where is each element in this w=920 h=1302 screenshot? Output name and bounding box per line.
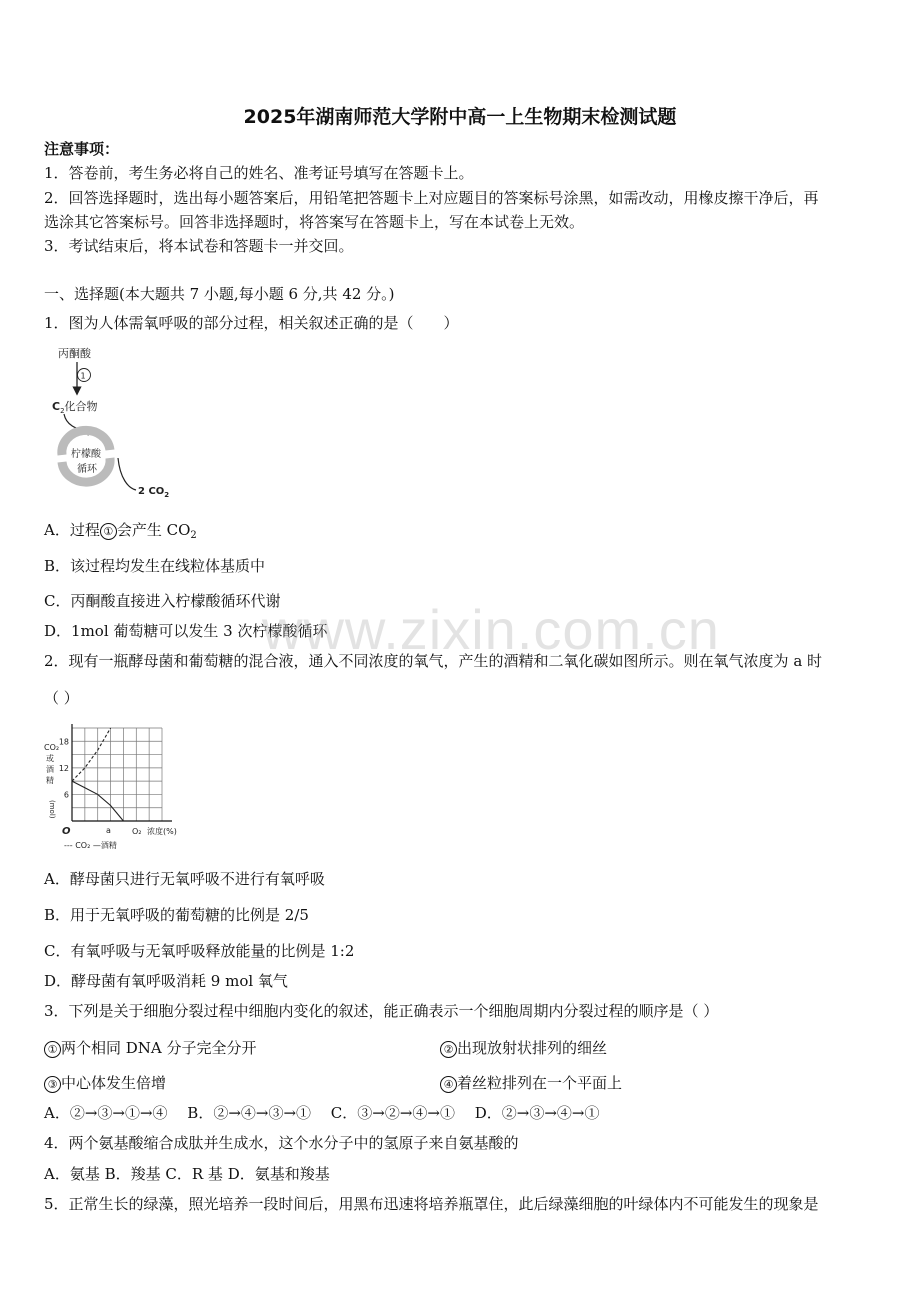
q3-item-2: ② 出现放射状排列的细丝 (440, 1038, 607, 1058)
cycle-label-2: 循环 (77, 464, 97, 475)
chart-origin-label: O (62, 826, 71, 837)
section-heading: 一、选择题(本大题共 7 小题,每小题 6 分,共 42 分。) (44, 285, 395, 303)
q2-option-b: B．用于无氧呼吸的葡萄糖的比例是 2/5 (44, 906, 309, 924)
co2-arrow (118, 458, 136, 490)
q2-option-c: C．有氧呼吸与无氧呼吸释放能量的比例是 1:2 (44, 942, 355, 960)
cycle-label-1: 柠檬酸 (71, 449, 101, 460)
notice-item-2b: 选涂其它答案标号。回答非选择题时，将答案写在答题卡上，写在本试卷上无效。 (44, 213, 585, 231)
y-axis-label-5: (mol) (48, 800, 56, 819)
q2-stem: 2．现有一瓶酵母菌和葡萄糖的混合液，通入不同浓度的氧气，产生的酒精和二氧化碳如图所示。则在氧气浓度为 a 时 (44, 652, 823, 670)
q2-option-a: A．酵母菌只进行无氧呼吸不进行有氧呼吸 (44, 870, 325, 888)
notice-item-3: 3．考试结束后，将本试卷和答题卡一并交回。 (44, 237, 354, 255)
q3-item-1: ① 两个相同 DNA 分子完全分开 (44, 1038, 257, 1058)
y-tick-label: 12 (58, 763, 69, 773)
q3-stem: 3．下列是关于细胞分裂过程中细胞内变化的叙述，能正确表示一个细胞周期内分裂过程的顺序是（ ） (44, 1002, 719, 1020)
c2-compound-label: $C_2$化合物 (52, 400, 98, 415)
y-axis-label-4: 精 (46, 776, 54, 785)
x-axis-o2-label: O₂ (132, 827, 142, 836)
q1-option-a: A．过程 ① 会产生 $CO_2$ (44, 521, 197, 541)
q2-option-d: D．酵母菌有氧呼吸消耗 9 mol 氧气 (44, 972, 288, 990)
q2-chart (40, 720, 195, 855)
y-tick-label: 18 (58, 737, 69, 747)
q4-options: A．氨基 B．羧基 C．R 基 D．氨基和羧基 (44, 1165, 330, 1183)
q1-option-d: D．1mol 葡萄糖可以发生 3 次柠檬酸循环 (44, 622, 328, 640)
y-axis-label-2: 或 (46, 754, 54, 763)
y-axis-label-3: 酒 (46, 765, 54, 774)
y-tick-label: 6 (63, 790, 69, 800)
oxygen-chart (40, 720, 195, 855)
y-axis-label-1: CO₂ (44, 743, 60, 752)
notice-item-2a: 2．回答选择题时，选出每小题答案后，用铅笔把答题卡上对应题目的答案标号涂黑，如需改动，用橡皮擦干净后，再 (44, 189, 819, 207)
q2-paren: （ ） (44, 689, 79, 707)
q5-stem: 5．正常生长的绿藻，照光培养一段时间后，用黑布迅速将培养瓶罩住，此后绿藻细胞的叶绿体内不可能发生的现象是 (44, 1195, 819, 1213)
respiration-diagram (44, 340, 194, 505)
q3-item-3: ③ 中心体发生倍增 (44, 1073, 166, 1093)
step-number: 1 (80, 371, 86, 381)
q1-figure (44, 340, 194, 505)
q3-item-4: ④ 着丝粒排列在一个平面上 (440, 1073, 622, 1093)
chart-legend: --- CO₂ —酒精 (64, 841, 117, 850)
notice-heading: 注意事项： (44, 140, 120, 158)
q1-stem: 1．图为人体需氧呼吸的部分过程，相关叙述正确的是（ ） (44, 314, 459, 332)
q1-option-b: B．该过程均发生在线粒体基质中 (44, 557, 266, 575)
co2-label: 2 $CO_2$ (138, 486, 170, 499)
x-mark-a-label: a (106, 826, 111, 835)
watermark: www.zixin.com.cn (262, 598, 720, 661)
q4-stem: 4．两个氨基酸缩合成肽并生成水，这个水分子中的氢原子来自氨基酸的 (44, 1134, 519, 1152)
q1-option-c: C．丙酮酸直接进入柠檬酸循环代谢 (44, 592, 281, 610)
q3-options: A．②→③→①→④ B．②→④→③→① C．③→②→④→① D．②→③→④→① (44, 1104, 600, 1122)
page-title: 2025年湖南师范大学附中高一上生物期末检测试题 (243, 106, 677, 128)
notice-item-1: 1．答卷前，考生务必将自己的姓名、准考证号填写在答题卡上。 (44, 164, 474, 182)
pyruvate-label: 丙酮酸 (58, 347, 91, 360)
x-axis-unit-label: 浓度(%) (147, 827, 177, 836)
